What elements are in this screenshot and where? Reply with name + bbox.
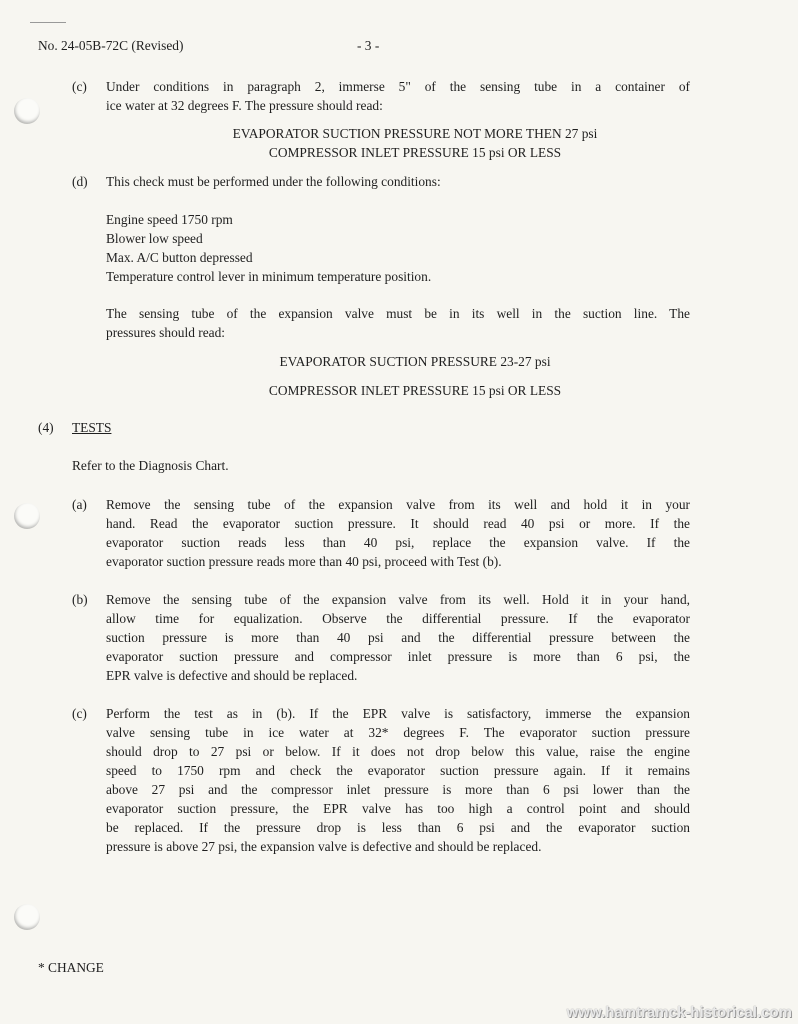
- tests-heading: TESTS: [72, 420, 112, 435]
- test-a-line: hand. Read the evaporator suction pressure. It should read 40 psi or more. If the: [106, 516, 690, 531]
- test-a-line: evaporator suction reads less than 40 psi, replace the expansion valve. If the: [106, 535, 690, 550]
- para-d-reading: EVAPORATOR SUCTION PRESSURE 23-27 psi: [279, 354, 551, 369]
- test-c-label: (c): [72, 706, 87, 721]
- condition-item: Blower low speed: [106, 231, 203, 246]
- para-c-line: ice water at 32 degrees F. The pressure should read:: [106, 98, 383, 113]
- punch-hole-middle: [14, 503, 40, 529]
- test-b-line: EPR valve is defective and should be replaced.: [106, 668, 358, 683]
- para-d-reading: COMPRESSOR INLET PRESSURE 15 psi OR LESS: [268, 383, 562, 398]
- para-c-reading: COMPRESSOR INLET PRESSURE 15 psi OR LESS: [268, 145, 562, 160]
- condition-item: Temperature control lever in minimum temperature position.: [106, 269, 432, 284]
- para-d-note-line: pressures should read:: [106, 325, 225, 340]
- para-d-note-line: The sensing tube of the expansion valve must be in its well in the suction line. The: [106, 306, 690, 321]
- test-c-line: above 27 psi and the compressor inlet pressure is more than 6 psi lower than the: [106, 782, 690, 797]
- para-c-reading: EVAPORATOR SUCTION PRESSURE NOT MORE THEN 27 psi: [232, 126, 598, 141]
- test-c-line: evaporator suction pressure, the EPR valve has too high a control point and should: [106, 801, 690, 816]
- test-b-label: (b): [72, 592, 88, 607]
- para-d-intro: This check must be performed under the following conditions:: [106, 174, 441, 189]
- test-b-line: evaporator suction pressure and compressor inlet pressure is more than 6 psi, the: [106, 649, 690, 664]
- test-a-line: Remove the sensing tube of the expansion valve from its well and hold it in your: [106, 497, 690, 512]
- test-b-line: Remove the sensing tube of the expansion valve from its well. Hold it in your hand,: [106, 592, 690, 607]
- page-number: - 3 -: [357, 38, 380, 53]
- test-b-line: suction pressure is more than 40 psi and the differential pressure between the: [106, 630, 690, 645]
- test-c-line: should drop to 27 psi or below. If it does not drop below this value, raise the engine: [106, 744, 690, 759]
- condition-item: Max. A/C button depressed: [106, 250, 253, 265]
- para-c-line: Under conditions in paragraph 2, immerse 5" of the sensing tube in a container of: [106, 79, 690, 94]
- tests-number: (4): [38, 420, 54, 435]
- para-d-label: (d): [72, 174, 88, 189]
- para-c-label: (c): [72, 79, 87, 94]
- tests-intro: Refer to the Diagnosis Chart.: [72, 458, 229, 473]
- test-a-line: evaporator suction pressure reads more than 40 psi, proceed with Test (b).: [106, 554, 502, 569]
- test-a-label: (a): [72, 497, 87, 512]
- test-b-line: allow time for equalization. Observe the differential pressure. If the evaporator: [106, 611, 690, 626]
- punch-hole-bottom: [14, 904, 40, 930]
- change-note: * CHANGE: [38, 960, 104, 975]
- scan-mark: [30, 22, 66, 23]
- document-number: No. 24-05B-72C (Revised): [38, 38, 184, 53]
- condition-item: Engine speed 1750 rpm: [106, 212, 233, 227]
- test-c-line: valve sensing tube in ice water at 32* degrees F. The evaporator suction pressure: [106, 725, 690, 740]
- test-c-line: Perform the test as in (b). If the EPR valve is satisfactory, immerse the expansion: [106, 706, 690, 721]
- test-c-line: be replaced. If the pressure drop is less than 6 psi and the evaporator suction: [106, 820, 690, 835]
- test-c-line: pressure is above 27 psi, the expansion valve is defective and should be replaced.: [106, 839, 542, 854]
- punch-hole-top: [14, 98, 40, 124]
- test-c-line: speed to 1750 rpm and check the evaporator suction pressure again. If it remains: [106, 763, 690, 778]
- watermark: www.hamtramck-historical.com: [566, 1004, 792, 1021]
